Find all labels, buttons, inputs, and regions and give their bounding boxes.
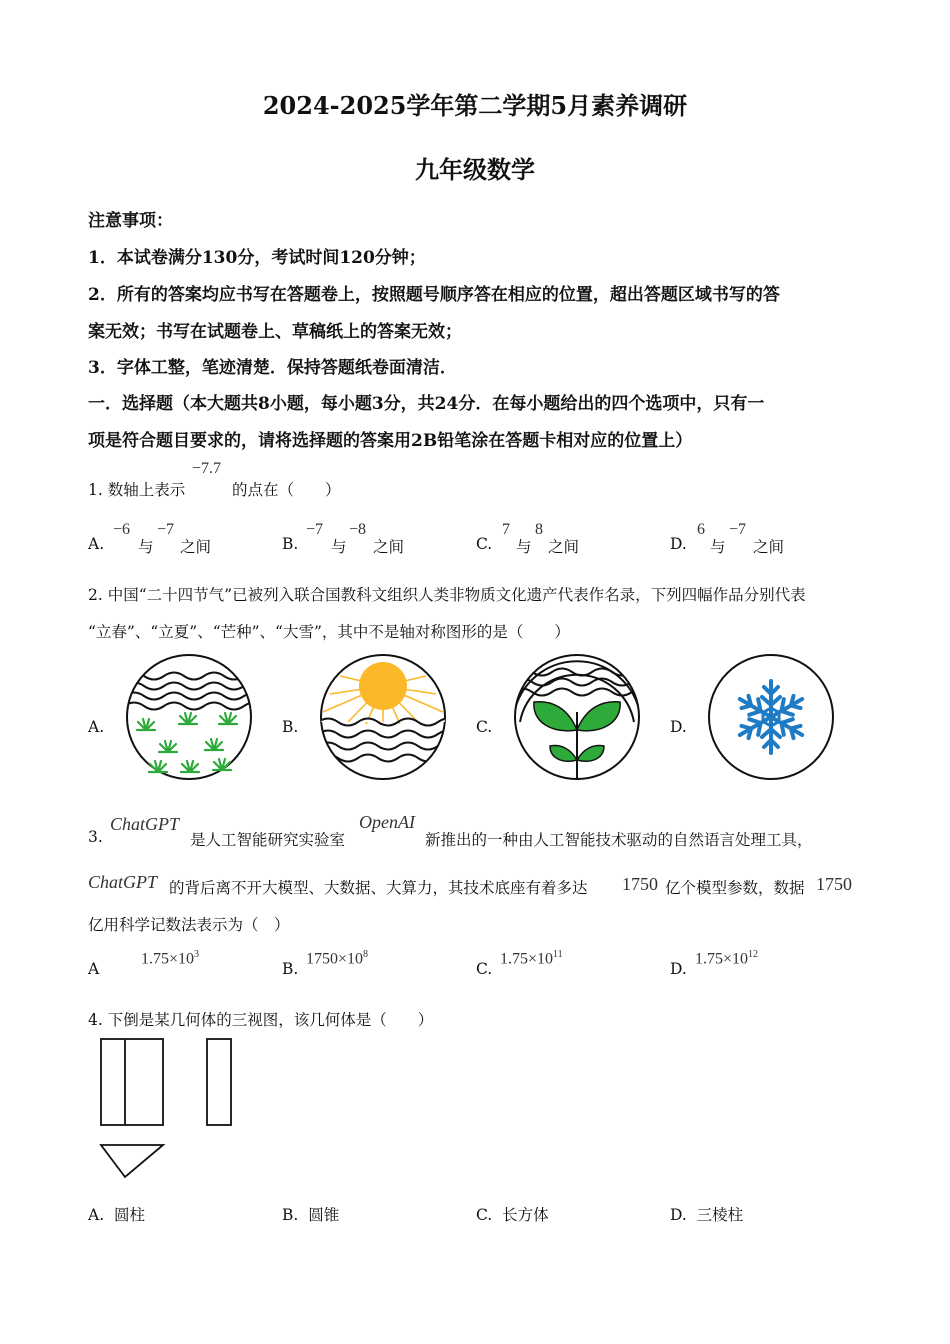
q4-option-a[interactable]: A. 圆柱 [88, 1206, 145, 1224]
q3-text2: 新推出的一种由人工智能技术驱动的自然语言处理工具， [425, 831, 813, 849]
q1-option-d[interactable]: D. [670, 535, 687, 553]
q3-number: 3. [88, 828, 103, 846]
side-view [207, 1039, 231, 1125]
q3-option-b-value: $1750\times 10^8$ [306, 949, 369, 968]
q3-chatgpt-1: ChatGPT [110, 814, 180, 834]
q1-option-b-val2: −8 [349, 521, 367, 538]
q3-num1: 1750 [622, 874, 658, 894]
q3-option-c-value: $1.75\times 10^{11}$ [500, 949, 563, 968]
solar-term-daxue-image [706, 652, 836, 782]
q3-option-a[interactable]: A [88, 960, 100, 978]
q1-math: −7.7 [192, 460, 222, 477]
q1-option-a-val1: −6 [113, 521, 131, 538]
q3-chatgpt-2: ChatGPT [88, 872, 158, 892]
section-1-line2: 项是符合题目要求的，请将选择题的答案用2B铅笔涂在答题卡相对应的位置上） [88, 431, 693, 451]
q1-option-d-val2: −7 [729, 521, 747, 538]
note-item-1: 1．本试卷满分130分，考试时间120分钟； [88, 248, 426, 268]
q1-option-b[interactable]: B. [282, 535, 299, 553]
solar-term-lichun-image [124, 652, 254, 782]
q1-option-c-val2: 8 [535, 521, 543, 538]
front-view [101, 1039, 163, 1125]
q3-option-d[interactable]: D. [670, 960, 687, 978]
q3-option-b[interactable]: B. [282, 960, 299, 978]
q1-option-d-tail: 之间 [753, 538, 785, 556]
q1-option-c[interactable]: C. [476, 535, 493, 553]
solar-term-lixia-image [318, 652, 448, 782]
q2-option-d[interactable]: D. [670, 718, 687, 736]
q3-line3: 亿用科学记数法表示为（ ） [88, 916, 290, 934]
q4-option-c[interactable]: C. 长方体 [476, 1206, 549, 1224]
q1-option-c-mid: 与 [516, 538, 532, 556]
top-view [101, 1145, 163, 1177]
q1-option-a-tail: 之间 [180, 538, 212, 556]
q3-option-d-value: $1.75\times 10^{12}$ [695, 949, 759, 968]
q1-prefix: 1. 数轴上表示 [88, 481, 186, 499]
q2-option-b[interactable]: B. [282, 718, 299, 736]
q3-option-a-value: $1.75\times 10^3$ [141, 949, 200, 968]
q1-option-d-val1: 6 [697, 521, 705, 538]
q1-option-a[interactable]: A. [88, 535, 105, 553]
note-item-2-line1: 2．所有的答案均应书写在答题卷上，按照题号顺序答在相应的位置，超出答题区域书写的答 [88, 285, 780, 305]
q4-option-d[interactable]: D. 三棱柱 [670, 1206, 744, 1224]
q3-openai: OpenAI [359, 812, 415, 832]
note-item-3: 3．字体工整，笔迹清楚．保持答题纸卷面清洁． [88, 358, 457, 378]
q3-option-c[interactable]: C. [476, 960, 493, 978]
q2-line1: 2. 中国“二十四节气”已被列入联合国教科文组织人类非物质文化遗产代表作名录，下列四幅作品分别代表 [88, 586, 806, 604]
q3-text3: 的背后离不开大模型、大数据、大算力，其技术底座有着多达 [169, 879, 588, 897]
q1-option-c-val1: 7 [502, 521, 510, 538]
q2-option-c[interactable]: C. [476, 718, 493, 736]
q1-option-b-val1: −7 [306, 521, 324, 538]
note-item-2-line2: 案无效；书写在试题卷上、草稿纸上的答案无效； [88, 322, 462, 342]
q1-suffix: 的点在（ ） [232, 481, 341, 499]
q1-option-d-mid: 与 [710, 538, 726, 556]
q1-option-b-mid: 与 [331, 538, 347, 556]
section-1-line1: 一．选择题（本大题共8小题，每小题3分，共24分．在每小题给出的四个选项中，只有一 [88, 394, 765, 414]
q2-option-a[interactable]: A. [88, 718, 105, 736]
q3-text1: 是人工智能研究实验室 [190, 831, 346, 849]
exam-subtitle: 九年级数学 [415, 155, 535, 184]
q4-text: 4. 下倒是某几何体的三视图，该几何体是（ ） [88, 1011, 434, 1029]
q1-option-a-mid: 与 [138, 538, 154, 556]
three-view-drawing [95, 1035, 245, 1180]
solar-term-mangzhong-image [512, 652, 642, 782]
notes-heading: 注意事项： [88, 211, 173, 231]
q1-option-a-val2: −7 [157, 521, 175, 538]
q2-line2: “立春”、“立夏”、“芒种”、“大雪”，其中不是轴对称图形的是（ ） [88, 623, 570, 641]
exam-title: 2024-2025学年第二学期5月素养调研 [262, 91, 688, 120]
q1-option-c-tail: 之间 [548, 538, 580, 556]
q3-text4: 亿个模型参数，数据 [665, 879, 805, 897]
q4-option-b[interactable]: B. 圆锥 [282, 1206, 340, 1224]
q3-num2: 1750 [816, 874, 852, 894]
q1-option-b-tail: 之间 [373, 538, 405, 556]
